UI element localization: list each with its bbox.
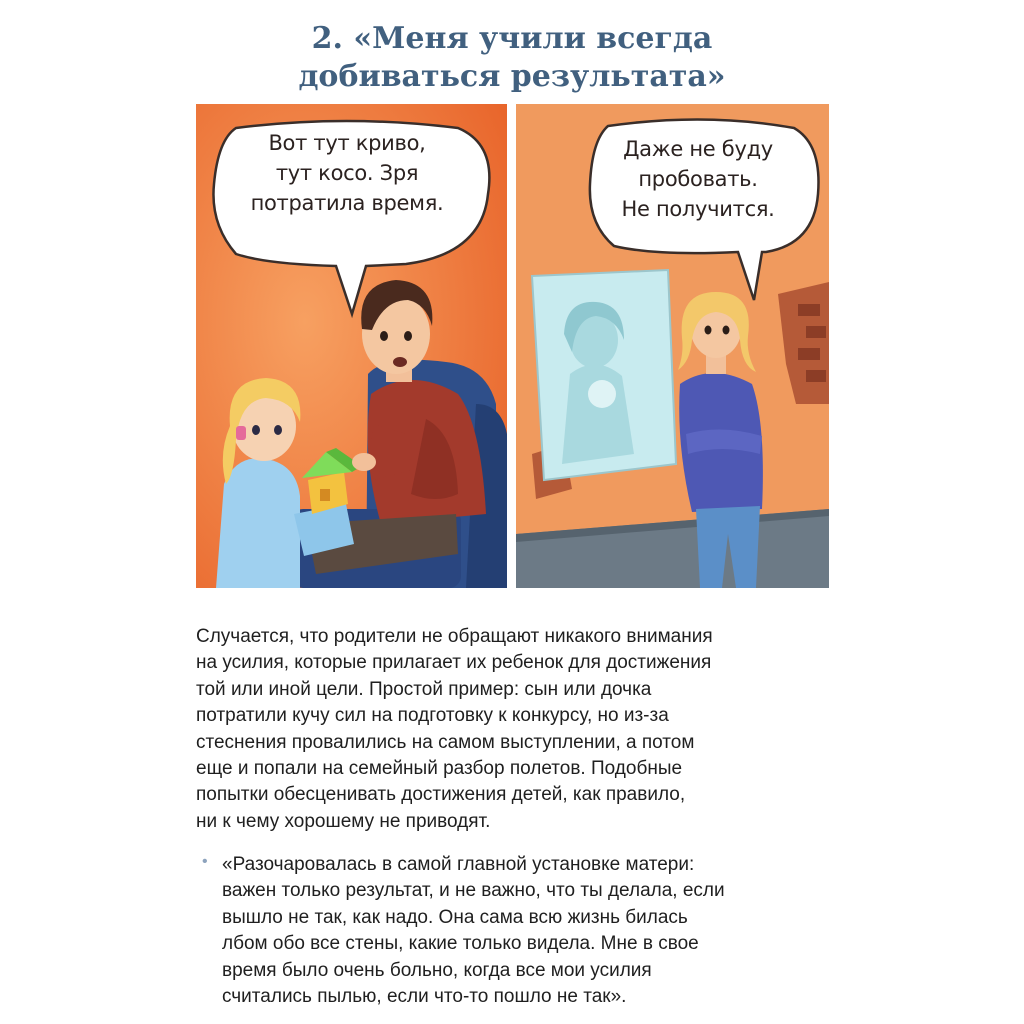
title-line-1: 2. «Меня учили всегда	[311, 21, 713, 56]
comic-panel-right	[516, 104, 829, 588]
speech-bubble-right	[588, 134, 808, 224]
section-title	[0, 20, 1024, 96]
quote-line: лбом обо все стены, какие только видела. Мне в свое	[222, 933, 699, 955]
speech-line: пробовать.	[638, 167, 758, 191]
quote-line: считались пылью, если что-то пошло не так».	[222, 986, 627, 1008]
title-line-2: добиваться результата»	[298, 59, 726, 94]
paragraph-line: Случается, что родители не обращают никакого внимания	[196, 626, 713, 647]
quote-line: время было очень больно, когда все мои усилия	[222, 959, 652, 981]
paragraph-line: на усилия, которые прилагает их ребенок для достижения	[196, 652, 712, 674]
speech-line: Вот тут криво,	[268, 131, 426, 155]
quote-line: «Разочаровалась в самой главной установке матери:	[222, 854, 695, 875]
quote-list-item	[222, 852, 842, 1010]
paragraph-line: еще и попали на семейный разбор полетов. Подобные	[196, 758, 683, 780]
article-paragraph	[196, 624, 836, 835]
speech-line: Даже не буду	[623, 137, 773, 161]
paragraph-line: стеснения провалились на самом выступлении, а потом	[196, 731, 695, 753]
speech-line: Не получится.	[621, 197, 775, 221]
quote-line: важен только результат, и не важно, что ты делала, если	[222, 880, 725, 902]
paragraph-line: ни к чему хорошему не приводят.	[196, 810, 491, 832]
comic-panel-left	[196, 104, 507, 588]
speech-line: потратила время.	[250, 191, 444, 215]
quote-line: вышло не так, как надо. Она сама всю жизнь билась	[222, 906, 688, 928]
paragraph-line: попытки обесценивать достижения детей, как правило,	[196, 784, 686, 806]
paragraph-line: потратили кучу сил на подготовку к конкурсу, но из-за	[196, 705, 669, 727]
bullet-icon: •	[202, 853, 208, 870]
paragraph-line: той или иной цели. Простой пример: сын или дочка	[196, 678, 652, 700]
speech-line: тут косо. Зря	[275, 161, 419, 185]
speech-bubble-left	[222, 128, 472, 218]
